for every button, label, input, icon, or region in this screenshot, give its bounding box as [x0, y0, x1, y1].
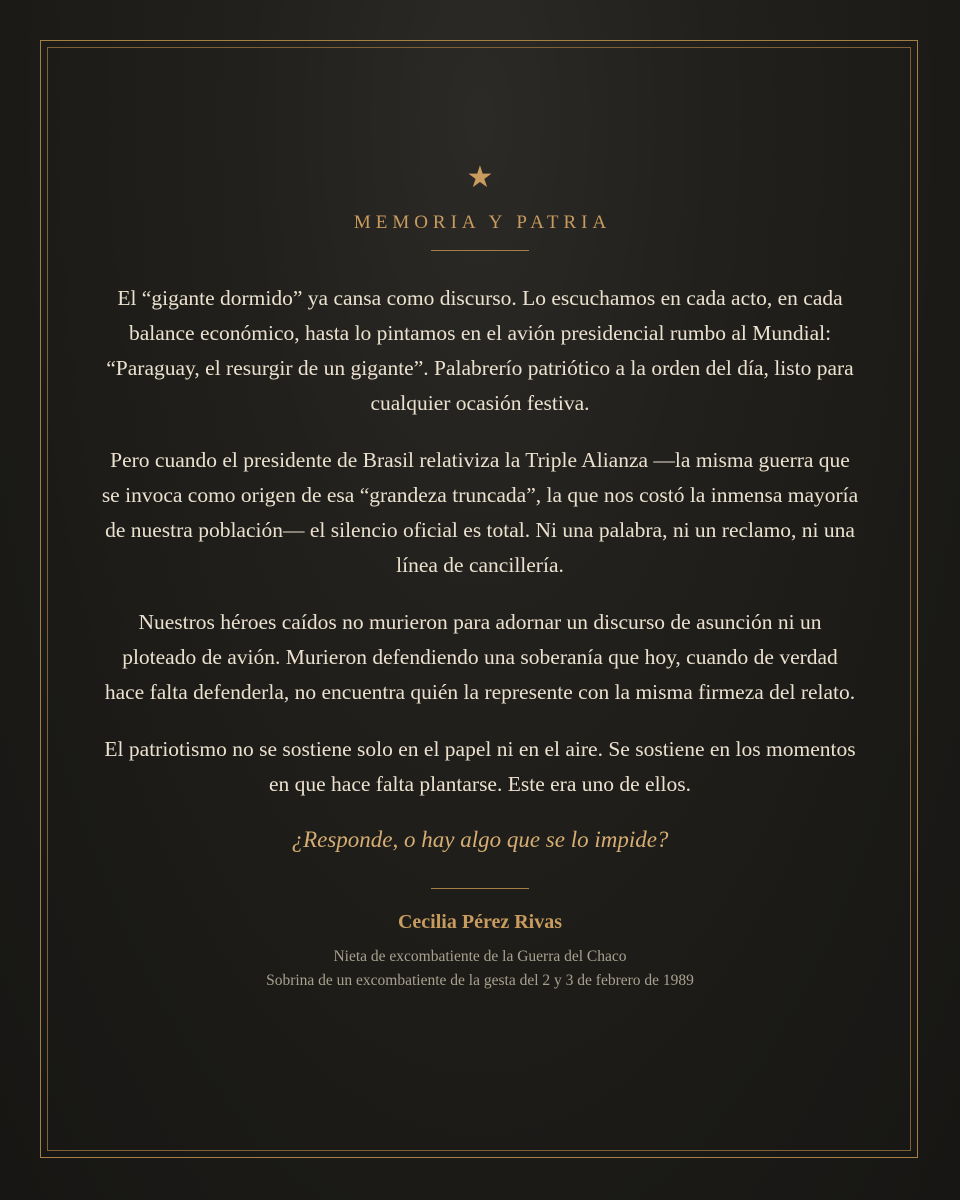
closing-question: ¿Responde, o hay algo que se lo impide?	[291, 827, 669, 852]
paragraph-2: Pero cuando el presidente de Brasil relativiza la Triple Alianza —la misma guerra que se invoca como origen de esa “grandeza truncada”, la que nos costó la inmensa mayoría de nuestra población— el silencio oficial es total. Ni una palabra, ni un reclamo, ni una línea de cancillería.	[101, 448, 859, 577]
paragraph-3: Nuestros héroes caídos no murieron para adornar un discurso de asunción ni un ploteado de avión. Murieron defendiendo una soberanía que hoy, cuando de verdad hace falta defenderla, no encuentra quién la represente con la misma firmeza del relato.	[104, 610, 856, 704]
signature-divider	[431, 888, 529, 889]
section-kicker: MEMORIA Y PATRIA	[353, 212, 612, 233]
author-credit-line-2: Sobrina de un excombatiente de la gesta del 2 y 3 de febrero de 1989	[266, 972, 694, 989]
star-icon: ★	[466, 160, 494, 195]
letter-content	[100, 160, 860, 993]
header-divider	[431, 250, 529, 251]
author-credit-line-1: Nieta de excombatiente de la Guerra del Chaco	[333, 948, 627, 965]
author-credits	[100, 945, 860, 993]
paragraph-4: El patriotismo no se sostiene solo en el papel ni en el aire. Se sostiene en los momentos en que hace falta plantarse. Este era uno de ellos.	[104, 737, 856, 796]
author-name: Cecilia Pérez Rivas	[397, 911, 562, 933]
letter-body	[100, 281, 860, 802]
paragraph-1: El “gigante dormido” ya cansa como discurso. Lo escuchamos en cada acto, en cada balance económico, hasta lo pintamos en el avión presidencial rumbo al Mundial: “Paraguay, el resurgir de un gigante”. Palabrerío patriótico a la orden del día, listo para cualquier ocasión festiva.	[106, 286, 854, 415]
